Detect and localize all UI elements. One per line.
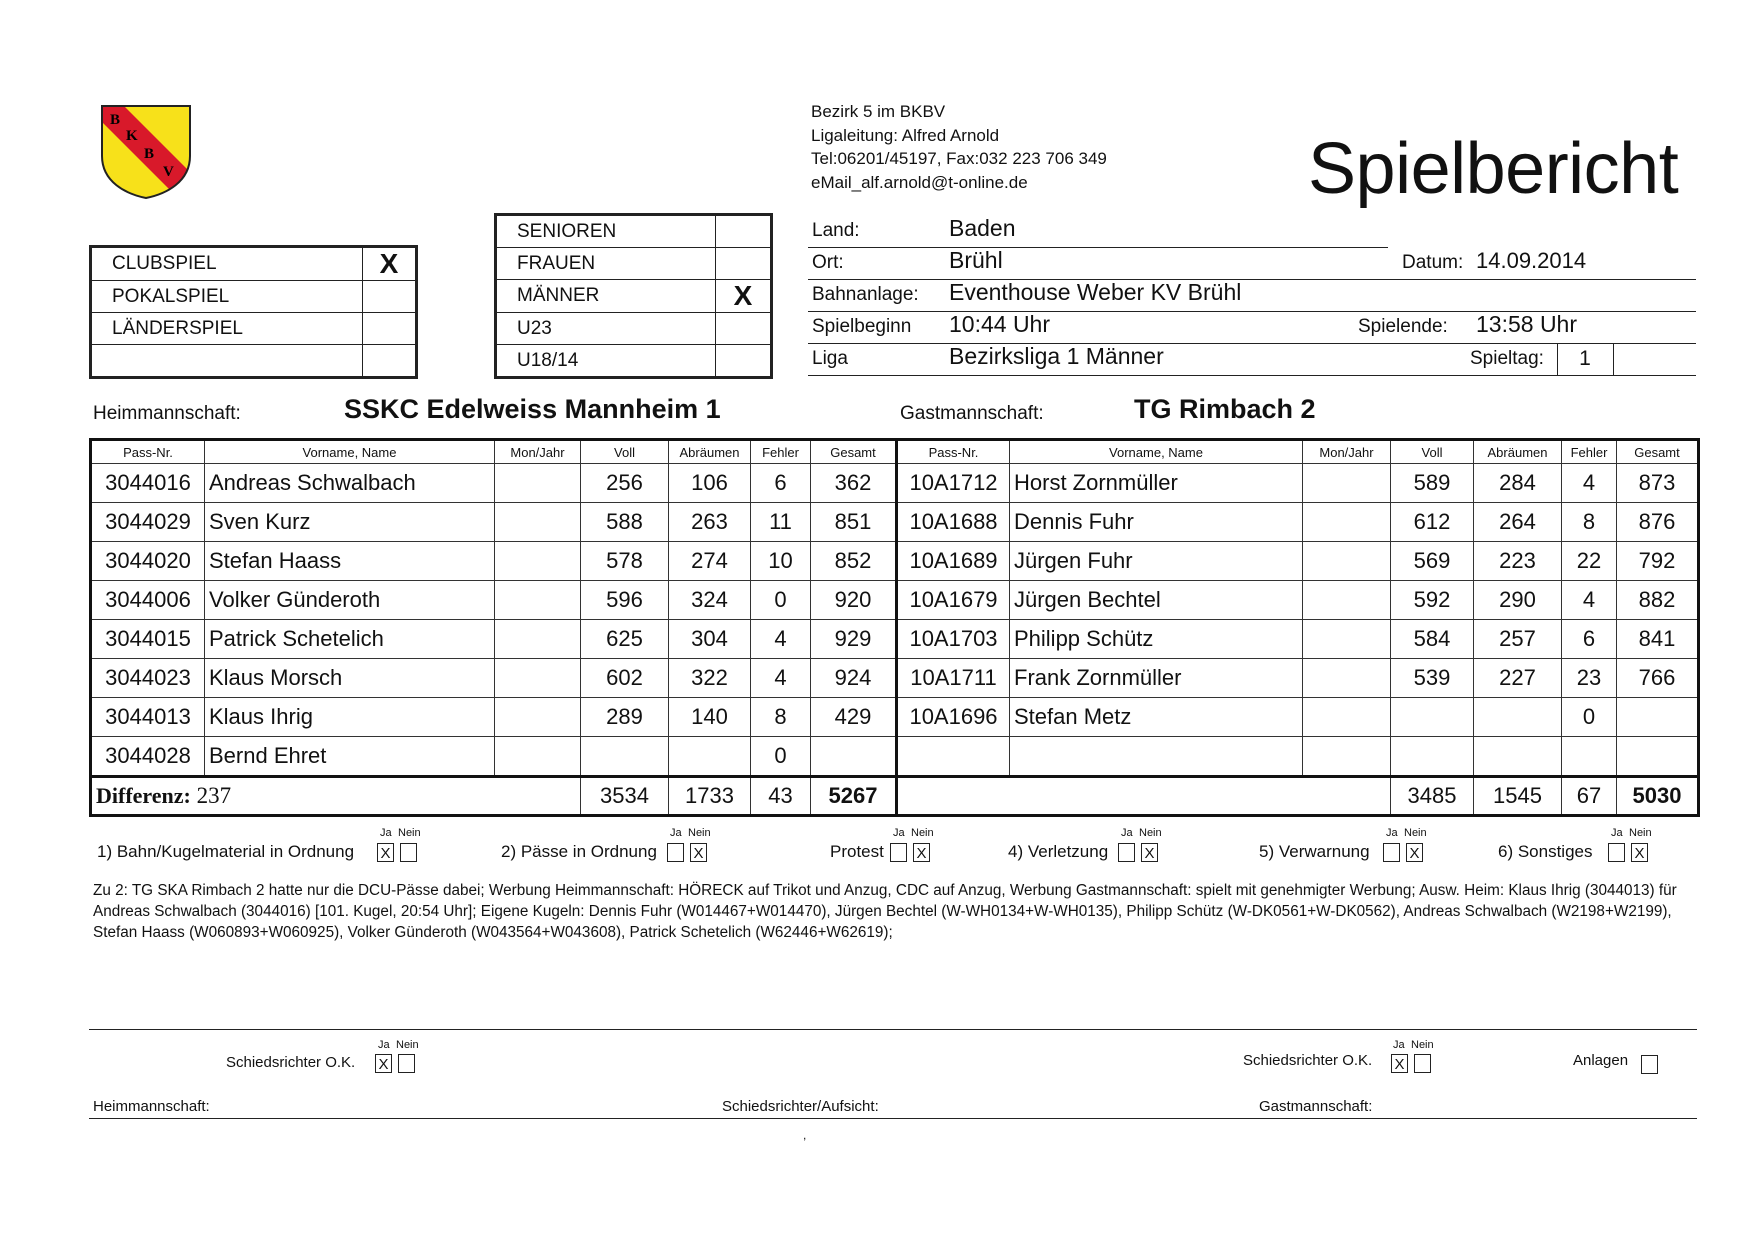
guest-player-gesamt: 882 — [1617, 581, 1699, 620]
yes-label: Ja — [1611, 827, 1623, 839]
guest-player-name: Horst Zornmüller — [1010, 464, 1303, 503]
guest-player-gesamt — [1617, 698, 1699, 737]
player-row — [91, 464, 1699, 503]
home-player-abraeumen: 140 — [669, 698, 751, 737]
col-header: Voll — [1391, 440, 1474, 464]
home-player-monjahr — [495, 620, 581, 659]
spielbeginn-label: Spielbeginn — [812, 316, 912, 337]
check-yes-checkbox[interactable] — [1383, 843, 1400, 862]
home-player-monjahr — [495, 581, 581, 620]
player-row — [91, 503, 1699, 542]
home-total-fehler: 43 — [751, 777, 811, 816]
difference-cell — [91, 777, 581, 816]
stray-mark: , — [803, 1128, 807, 1142]
guest-player-name: Frank Zornmüller — [1010, 659, 1303, 698]
signature-home-label: Heimmannschaft: — [93, 1098, 210, 1115]
guest-player-monjahr — [1303, 698, 1391, 737]
home-player-monjahr — [495, 737, 581, 777]
guest-player-monjahr — [1303, 503, 1391, 542]
yes-label: Ja — [380, 827, 392, 839]
home-player-voll: 588 — [581, 503, 669, 542]
home-player-name: Volker Günderoth — [205, 581, 495, 620]
col-header: Voll — [581, 440, 669, 464]
check-yes-checkbox[interactable] — [1118, 843, 1135, 862]
guest-player-pass: 10A1688 — [897, 503, 1010, 542]
guest-player-abraeumen: 257 — [1474, 620, 1562, 659]
check-label: 5) Verwarnung — [1259, 842, 1370, 861]
col-header: Pass-Nr. — [91, 440, 205, 464]
category-row — [496, 345, 772, 378]
category-mark[interactable] — [716, 313, 772, 345]
home-player-name: Stefan Haass — [205, 542, 495, 581]
guest-player-pass: 10A1703 — [897, 620, 1010, 659]
guest-player-abraeumen: 227 — [1474, 659, 1562, 698]
game-type-mark[interactable]: X — [363, 247, 417, 281]
guest-player-name: Philipp Schütz — [1010, 620, 1303, 659]
home-player-voll: 578 — [581, 542, 669, 581]
spielende-value: 13:58 Uhr — [1476, 311, 1578, 337]
guest-player-voll: 539 — [1391, 659, 1474, 698]
home-player-fehler: 0 — [751, 581, 811, 620]
home-player-gesamt: 929 — [811, 620, 897, 659]
guest-player-voll — [1391, 698, 1474, 737]
guest-player-fehler: 22 — [1562, 542, 1617, 581]
home-player-pass: 3044020 — [91, 542, 205, 581]
col-header: Vorname, Name — [1010, 440, 1303, 464]
game-type-mark[interactable] — [363, 281, 417, 313]
guest-player-gesamt — [1617, 737, 1699, 777]
game-type-label: CLUBSPIEL — [91, 247, 363, 281]
game-type-row — [91, 345, 417, 378]
datum-label: Datum: — [1402, 252, 1464, 273]
home-player-monjahr — [495, 659, 581, 698]
yes-label: Ja — [1393, 1039, 1405, 1051]
federation-info — [811, 100, 1107, 194]
home-player-fehler: 10 — [751, 542, 811, 581]
check-label: 2) Pässe in Ordnung — [501, 842, 657, 861]
guest-player-abraeumen: 264 — [1474, 503, 1562, 542]
no-label: Nein — [911, 827, 934, 839]
guest-player-gesamt: 841 — [1617, 620, 1699, 659]
home-player-voll — [581, 737, 669, 777]
game-type-row — [91, 313, 417, 345]
guest-player-name: Dennis Fuhr — [1010, 503, 1303, 542]
check-yes-checkbox[interactable]: X — [377, 843, 394, 862]
home-player-abraeumen: 324 — [669, 581, 751, 620]
home-team-label: Heimmannschaft: — [93, 403, 241, 424]
guest-player-monjahr — [1303, 737, 1391, 777]
referee-ok-no-checkbox[interactable] — [398, 1054, 415, 1073]
home-player-name: Patrick Schetelich — [205, 620, 495, 659]
category-mark[interactable] — [716, 345, 772, 378]
guest-total-abraeumen: 1545 — [1474, 777, 1562, 816]
category-label: FRAUEN — [496, 248, 716, 280]
home-player-abraeumen: 106 — [669, 464, 751, 503]
land-value: Baden — [949, 215, 1016, 241]
guest-player-fehler: 0 — [1562, 698, 1617, 737]
logo-letter: V — [163, 164, 174, 180]
guest-player-monjahr — [1303, 581, 1391, 620]
home-player-gesamt: 429 — [811, 698, 897, 737]
home-player-fehler: 4 — [751, 620, 811, 659]
guest-player-voll: 612 — [1391, 503, 1474, 542]
category-mark[interactable] — [716, 248, 772, 280]
guest-player-monjahr — [1303, 659, 1391, 698]
col-header: Abräumen — [1474, 440, 1562, 464]
category-label: U23 — [496, 313, 716, 345]
category-label: SENIOREN — [496, 215, 716, 248]
spielbeginn-value: 10:44 Uhr — [949, 311, 1051, 337]
player-table — [89, 438, 1700, 817]
guest-player-abraeumen: 284 — [1474, 464, 1562, 503]
remarks-text: Zu 2: TG SKA Rimbach 2 hatte nur die DCU-Pässe dabei; Werbung Heimmannschaft: HÖRECK auf Trikot und Anzug, CDC auf Anzug, Werbung Gastmannschaft: spielt mit genehmigter Werbung; Ausw. Heim: Klaus Ihrig (3044013) für Andreas Schwalbach (3044016) [101. Kugel, 20:54 Uhr]; Eigene Kugeln: Dennis Fuhr (W014467+W014470), Jürgen Bechtel (W-WH0134+W-WH0135), Philipp Schütz (W-DK0561+W-DK0562), Andreas Schwalbach (W2198+W2199), Stefan Haass (W060893+W060925), Volker Günderoth (W043564+W043608), Patrick Schetelich (W62446+W62619); — [93, 882, 1677, 941]
no-label: Nein — [1139, 827, 1162, 839]
guest-player-abraeumen — [1474, 698, 1562, 737]
home-player-fehler: 8 — [751, 698, 811, 737]
home-player-name: Andreas Schwalbach — [205, 464, 495, 503]
home-player-monjahr — [495, 698, 581, 737]
check-yes-checkbox[interactable] — [890, 843, 907, 862]
guest-player-gesamt: 873 — [1617, 464, 1699, 503]
home-player-fehler: 4 — [751, 659, 811, 698]
home-player-voll: 602 — [581, 659, 669, 698]
col-header: Gesamt — [1617, 440, 1699, 464]
logo-letter: B — [110, 112, 121, 128]
check-no-checkbox[interactable] — [400, 843, 417, 862]
anlagen-label: Anlagen — [1573, 1052, 1629, 1069]
guest-player-voll: 584 — [1391, 620, 1474, 659]
guest-player-voll: 569 — [1391, 542, 1474, 581]
guest-player-gesamt: 876 — [1617, 503, 1699, 542]
guest-player-pass: 10A1696 — [897, 698, 1010, 737]
yes-label: Ja — [1121, 827, 1133, 839]
signature-guest-label: Gastmannschaft: — [1259, 1098, 1373, 1115]
referee-ok-yes-checkbox[interactable]: X — [1391, 1054, 1408, 1073]
liga-label: Liga — [812, 348, 848, 369]
check-no-checkbox[interactable]: X — [913, 843, 930, 862]
col-header: Pass-Nr. — [897, 440, 1010, 464]
col-header: Gesamt — [811, 440, 897, 464]
federation-line: Ligaleitung: Alfred Arnold — [811, 125, 1000, 145]
guest-player-fehler: 4 — [1562, 581, 1617, 620]
game-type-mark[interactable] — [363, 345, 417, 378]
signature-referee-label: Schiedsrichter/Aufsicht: — [722, 1098, 879, 1115]
home-player-voll: 596 — [581, 581, 669, 620]
guest-player-fehler: 6 — [1562, 620, 1617, 659]
check-no-checkbox[interactable]: X — [1141, 843, 1158, 862]
spieltag-value: 1 — [1579, 347, 1591, 370]
guest-player-monjahr — [1303, 464, 1391, 503]
guest-player-monjahr — [1303, 620, 1391, 659]
check-label: 6) Sonstiges — [1498, 842, 1593, 861]
difference-value: 237 — [196, 783, 232, 808]
guest-player-pass: 10A1679 — [897, 581, 1010, 620]
yes-label: Ja — [670, 827, 682, 839]
home-player-voll: 625 — [581, 620, 669, 659]
category-row — [496, 248, 772, 280]
no-label: Nein — [1629, 827, 1652, 839]
guest-player-monjahr — [1303, 542, 1391, 581]
guest-player-abraeumen — [1474, 737, 1562, 777]
category-box — [494, 213, 773, 379]
category-mark[interactable] — [716, 215, 772, 248]
guest-total-gesamt: 5030 — [1617, 777, 1699, 816]
home-player-abraeumen: 263 — [669, 503, 751, 542]
check-no-checkbox[interactable]: X — [690, 843, 707, 862]
check-label: Protest — [830, 842, 884, 861]
yes-label: Ja — [1386, 827, 1398, 839]
guest-total-spacer — [897, 777, 1391, 816]
home-player-gesamt: 852 — [811, 542, 897, 581]
referee-ok-yes-checkbox[interactable]: X — [375, 1054, 392, 1073]
guest-player-name: Jürgen Fuhr — [1010, 542, 1303, 581]
col-header: Fehler — [751, 440, 811, 464]
guest-player-gesamt: 766 — [1617, 659, 1699, 698]
referee-ok-label: Schiedsrichter O.K. — [226, 1054, 356, 1071]
yes-label: Ja — [378, 1039, 390, 1051]
category-row — [496, 313, 772, 345]
home-player-abraeumen: 274 — [669, 542, 751, 581]
col-header: Mon/Jahr — [495, 440, 581, 464]
home-total-voll: 3534 — [581, 777, 669, 816]
home-player-fehler: 11 — [751, 503, 811, 542]
guest-player-voll: 592 — [1391, 581, 1474, 620]
liga-value: Bezirksliga 1 Männer — [949, 343, 1164, 369]
home-total-abraeumen: 1733 — [669, 777, 751, 816]
game-type-row — [91, 281, 417, 313]
check-label: 1) Bahn/Kugelmaterial in Ordnung — [97, 842, 355, 861]
home-player-abraeumen: 304 — [669, 620, 751, 659]
category-label: U18/14 — [496, 345, 716, 378]
category-label: MÄNNER — [496, 280, 716, 313]
home-player-gesamt: 924 — [811, 659, 897, 698]
home-player-pass: 3044028 — [91, 737, 205, 777]
guest-player-fehler: 23 — [1562, 659, 1617, 698]
difference-label: Differenz: — [96, 783, 191, 808]
home-player-name: Sven Kurz — [205, 503, 495, 542]
yes-label: Ja — [893, 827, 905, 839]
referee-ok-no-checkbox[interactable] — [1414, 1054, 1431, 1073]
ort-label: Ort: — [812, 252, 844, 273]
guest-team-name: TG Rimbach 2 — [1134, 394, 1316, 424]
check-no-checkbox[interactable]: X — [1631, 843, 1648, 862]
bkbv-logo — [100, 104, 192, 200]
player-row — [91, 659, 1699, 698]
federation-line: Bezirk 5 im BKBV — [811, 102, 946, 121]
home-player-name: Bernd Ehret — [205, 737, 495, 777]
check-yes-checkbox[interactable] — [667, 843, 684, 862]
check-yes-checkbox[interactable] — [1608, 843, 1625, 862]
game-type-box — [89, 245, 418, 379]
bahnanlage-label: Bahnanlage: — [812, 284, 919, 305]
guest-player-fehler — [1562, 737, 1617, 777]
player-row — [91, 698, 1699, 737]
home-player-pass: 3044023 — [91, 659, 205, 698]
guest-player-pass — [897, 737, 1010, 777]
logo-letter: K — [126, 128, 138, 144]
datum-value: 14.09.2014 — [1476, 248, 1587, 273]
logo-letter: B — [144, 146, 155, 162]
guest-player-name — [1010, 737, 1303, 777]
game-type-label: LÄNDERSPIEL — [91, 313, 363, 345]
home-player-pass: 3044006 — [91, 581, 205, 620]
guest-player-voll — [1391, 737, 1474, 777]
totals-row — [91, 777, 1699, 816]
spieltag-label: Spieltag: — [1470, 348, 1544, 369]
check-no-checkbox[interactable]: X — [1406, 843, 1423, 862]
anlagen-checkbox[interactable] — [1641, 1055, 1658, 1074]
col-header: Vorname, Name — [205, 440, 495, 464]
home-player-gesamt: 362 — [811, 464, 897, 503]
home-player-fehler: 6 — [751, 464, 811, 503]
home-player-gesamt: 920 — [811, 581, 897, 620]
player-row — [91, 581, 1699, 620]
guest-player-voll: 589 — [1391, 464, 1474, 503]
home-player-pass: 3044015 — [91, 620, 205, 659]
guest-player-pass: 10A1711 — [897, 659, 1010, 698]
category-mark[interactable]: X — [716, 280, 772, 313]
home-player-name: Klaus Ihrig — [205, 698, 495, 737]
no-label: Nein — [688, 827, 711, 839]
guest-total-fehler: 67 — [1562, 777, 1617, 816]
game-type-mark[interactable] — [363, 313, 417, 345]
federation-line: Tel:06201/45197, Fax:032 223 706 349 — [811, 149, 1107, 168]
game-type-row — [91, 247, 417, 281]
home-team-name: SSKC Edelweiss Mannheim 1 — [344, 394, 721, 424]
no-label: Nein — [398, 827, 421, 839]
game-type-label — [91, 345, 363, 378]
home-player-fehler: 0 — [751, 737, 811, 777]
home-player-pass: 3044013 — [91, 698, 205, 737]
bahnanlage-value: Eventhouse Weber KV Brühl — [949, 279, 1242, 305]
guest-player-name: Stefan Metz — [1010, 698, 1303, 737]
player-row — [91, 737, 1699, 777]
no-label: Nein — [1404, 827, 1427, 839]
home-player-monjahr — [495, 464, 581, 503]
guest-total-voll: 3485 — [1391, 777, 1474, 816]
home-player-voll: 289 — [581, 698, 669, 737]
ort-value: Brühl — [949, 247, 1003, 273]
guest-player-gesamt: 792 — [1617, 542, 1699, 581]
home-player-gesamt: 851 — [811, 503, 897, 542]
guest-player-name: Jürgen Bechtel — [1010, 581, 1303, 620]
land-label: Land: — [812, 220, 860, 241]
home-player-pass: 3044016 — [91, 464, 205, 503]
home-player-gesamt — [811, 737, 897, 777]
guest-player-pass: 10A1689 — [897, 542, 1010, 581]
guest-player-fehler: 4 — [1562, 464, 1617, 503]
category-row — [496, 215, 772, 248]
category-row — [496, 280, 772, 313]
home-player-monjahr — [495, 503, 581, 542]
header-row — [91, 440, 1699, 464]
home-player-pass: 3044029 — [91, 503, 205, 542]
home-player-abraeumen: 322 — [669, 659, 751, 698]
guest-team-label: Gastmannschaft: — [900, 403, 1044, 424]
guest-player-pass: 10A1712 — [897, 464, 1010, 503]
guest-player-abraeumen: 223 — [1474, 542, 1562, 581]
no-label: Nein — [1411, 1039, 1434, 1051]
game-type-label: POKALSPIEL — [91, 281, 363, 313]
federation-line: eMail_alf.arnold@t-online.de — [811, 172, 1028, 192]
guest-player-fehler: 8 — [1562, 503, 1617, 542]
spielende-label: Spielende: — [1358, 316, 1448, 337]
home-player-voll: 256 — [581, 464, 669, 503]
player-row — [91, 542, 1699, 581]
home-player-abraeumen — [669, 737, 751, 777]
col-header: Mon/Jahr — [1303, 440, 1391, 464]
home-player-name: Klaus Morsch — [205, 659, 495, 698]
check-label: 4) Verletzung — [1008, 842, 1109, 861]
no-label: Nein — [396, 1039, 419, 1051]
referee-ok-label: Schiedsrichter O.K. — [1243, 1052, 1373, 1069]
home-player-monjahr — [495, 542, 581, 581]
home-total-gesamt: 5267 — [811, 777, 897, 816]
player-row — [91, 620, 1699, 659]
col-header: Fehler — [1562, 440, 1617, 464]
page-title: Spielbericht — [1308, 129, 1679, 209]
guest-player-abraeumen: 290 — [1474, 581, 1562, 620]
col-header: Abräumen — [669, 440, 751, 464]
